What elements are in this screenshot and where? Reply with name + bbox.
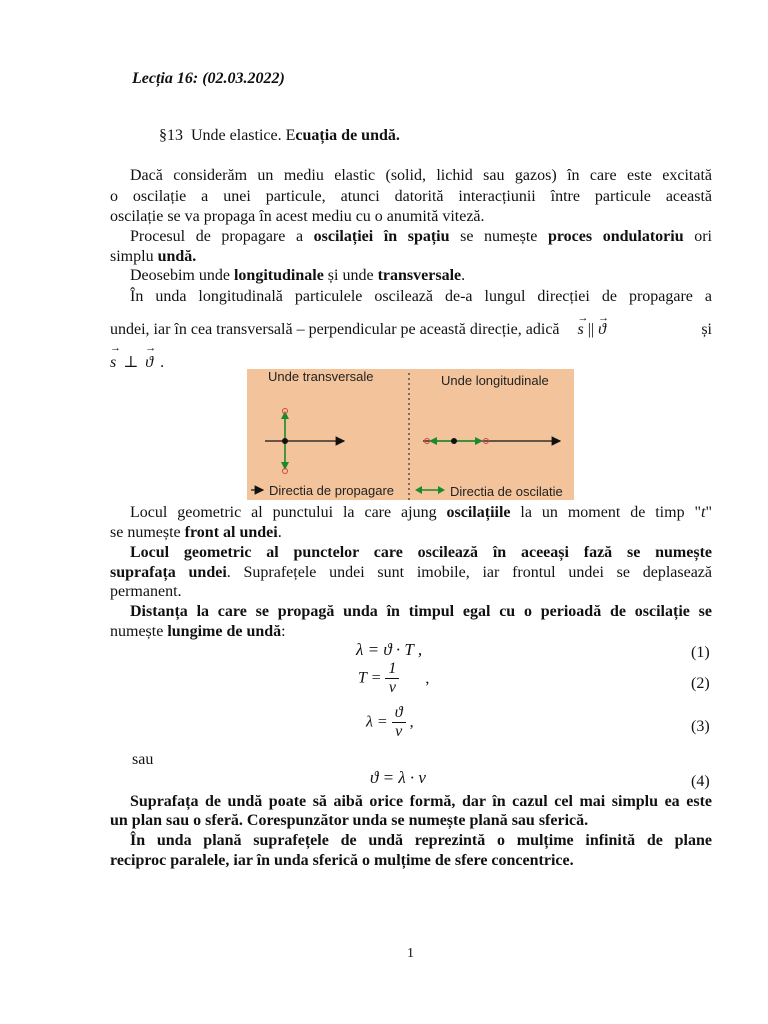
page-number: 1 [407,946,414,961]
p4-end: . [160,354,165,371]
p1-line1: Dacă considerăm un mediu elastic (solid, lichid sau gazos) în care este excitată [130,167,712,184]
vector-theta-2: → ϑ [145,354,153,372]
p7-line1: Distanța la care se propagă unda în timpul egal cu o perioadă de oscilație se [130,603,712,620]
equation-4: ϑ = λ · ν [370,768,426,787]
eq2-lhs: T = [358,669,382,687]
section-number: §13 [159,127,183,144]
p4-line2-text: undei, iar în cea transversală – perpendicular pe această direcție, adică [110,321,560,338]
p6-line3: permanent. [110,583,182,600]
p9-line1: În unda plană suprafețele de undă reprezintă o mulțime infinită de plane [130,832,712,849]
lesson-label: Lecția 16 [132,70,193,87]
p2-line2 [110,247,712,267]
p4-line1: În unda longitudinală particulele oscilează de-a lungul direcției de propagare a [130,288,712,305]
equation-3-number: (3) [691,718,710,735]
sau-label: sau [132,751,154,768]
p2-line2-a: simplu [110,248,158,265]
p2-text-c: se numește [449,228,548,245]
p4-formula-parallel [578,321,607,338]
p2-proces-ondulatoriu: proces ondulatoriu [547,228,684,245]
p5-line2-a: se numește [110,524,185,541]
p7-line2 [110,622,712,642]
eq2-tail: , [425,669,430,687]
p3-e: . [461,267,466,284]
section-title-bold: cuația de undă. [295,127,400,144]
equation-4-number: (4) [691,773,710,790]
equation-1: λ = ϑ · T , [356,640,423,659]
eq3-lhs: λ = [366,713,388,731]
eq3-fraction: $\frac{ϑ}{\nu}$ [392,704,406,741]
p5-line2 [110,523,712,543]
p1-line2: o oscilație a unei particule, atunci datorită interacțiunii între particule această [110,188,712,205]
lesson-date: : (02.03.2022) [192,70,285,87]
p6-line2-b: . Suprafețele undei sunt imobile, iar frontul undei se deplasează [226,564,713,581]
figure-title-left: Unde transversale [268,369,374,384]
p5-a: Locul geometric al punctului la care ajung [130,504,447,521]
transverse-arrowhead-up [281,411,289,419]
wave-figure-svg [247,369,574,500]
perp-symbol: ⊥ [123,354,139,371]
longitudinal-arrowhead-right [475,437,483,445]
p8-line1: Suprafața de undă poate să aibă orice formă, dar în cazul cel mai simplu ea este [130,793,712,810]
legend-osc-left-head [415,486,422,494]
p3-c: și unde [323,267,378,284]
p4-line2 [110,320,712,340]
p3-longitudinale: longitudinale [233,267,324,284]
p3-a: Deosebim unde [130,267,234,284]
lesson-header [132,70,285,88]
legend-oscillation-label: Directia de oscilatie [450,484,563,499]
p1-line3: oscilație se va propaga în acest mediu cu o anumită viteză. [110,208,485,225]
equation-3 [366,704,414,741]
longitudinal-particle [451,438,457,444]
figure-title-right: Unde longitudinale [441,373,549,388]
p4-formula-perp [110,352,164,372]
p2-line1 [130,227,712,247]
p5-line1 [130,503,712,523]
p5-oscilatiile: oscilațiile [446,504,511,521]
parallel-symbol: || [587,321,595,338]
p3-line [130,266,712,286]
equation-2 [358,660,429,697]
section-title [159,127,400,145]
wave-figure [247,369,574,500]
p6-suprafata: suprafața undei [110,564,227,581]
p2-text-a: Procesul de propagare a [130,228,314,245]
vector-s-2: → s [110,354,116,372]
p9-line2: reciproc paralele, iar în unda sferică o mulțime de sfere concentrice. [110,852,574,869]
vector-s: → s [578,320,584,340]
p7-a: numește [110,623,168,640]
vector-theta: → ϑ [598,320,606,340]
p7-c: : [281,623,286,640]
p6-line2 [110,563,712,583]
p5-t: t [701,504,706,521]
p2-unda: undă. [157,248,197,265]
equation-1-number: (1) [691,644,710,661]
eq3-tail: , [409,713,414,731]
p5-line2-c: . [277,524,282,541]
p3-transversale: transversale [377,267,462,284]
p5-d: " [705,504,713,521]
p5-front: front al undei [184,524,278,541]
legend-propagation-label: Directia de propagare [269,483,395,498]
p4-and: și [701,321,712,338]
section-title-plain: Unde elastice. E [191,127,296,144]
longitudinal-arrowhead-left [429,437,437,445]
legend-osc-right-head [438,486,445,494]
p6-line1: Locul geometric al punctelor care oscilează în aceeași fază se numește [130,544,712,561]
p7-lungime: lungime de undă [167,623,282,640]
p2-text-b: oscilației în spațiu [313,228,450,245]
p8-line2: un plan sau o sferă. Corespunzător unda se numește plană sau sferică. [110,812,589,829]
p2-text-e: ori [683,228,712,245]
transverse-particle [282,438,288,444]
eq2-fraction: $\frac{1}{\nu}$ [385,660,399,697]
p5-c: la un moment de timp " [510,504,702,521]
equation-2-number: (2) [691,675,710,692]
